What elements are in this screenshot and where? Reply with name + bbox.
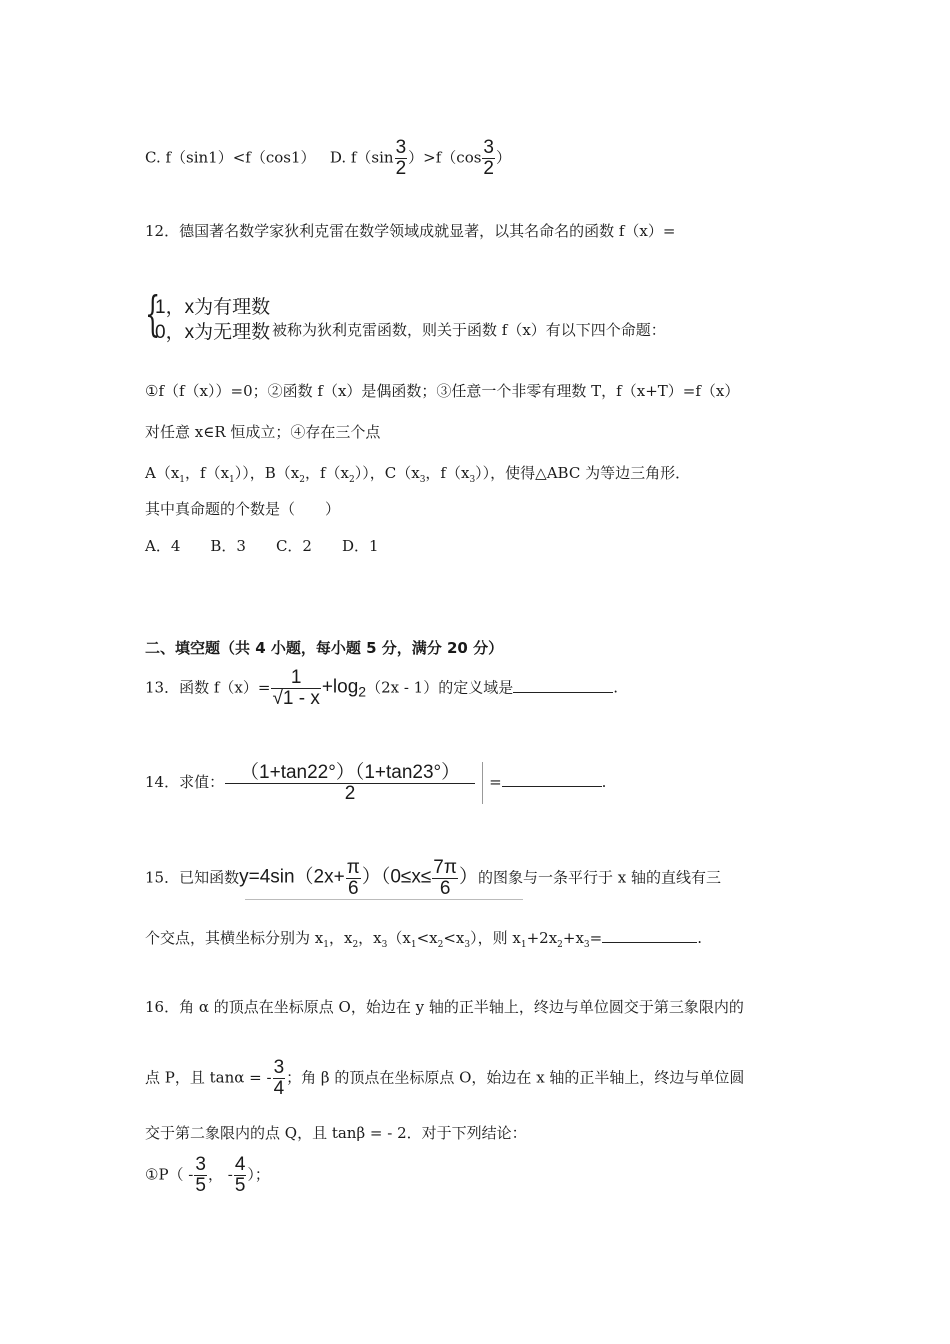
- q11-option-d-mid: ）>f（cos: [408, 148, 482, 167]
- q12-question: 其中真命题的个数是（ ）: [145, 500, 341, 518]
- q11-option-c: C. f（sin1）<f（cos1）: [145, 148, 316, 167]
- q13-line: 13．函数 f（x）= $\frac{1}{√1 - x}$ $+\log_2(2x - 1)$的定义域是 .: [145, 667, 619, 709]
- piecewise-case-rational: 1，x为有理数: [155, 297, 271, 318]
- q13-log-base: 2: [358, 683, 367, 700]
- dirichlet-piecewise: [145, 286, 275, 343]
- q16-fraction-3-4: $\frac{3}{4}$: [273, 1057, 285, 1099]
- q15-line-2: 个交点，其横坐标分别为 $x_1$，$x_2$，$x_3(x_1<x_2<x_3)$，则 $x_1+2x_2+x_3=$ .: [145, 929, 703, 950]
- divider: [482, 762, 483, 804]
- q13-log: +log: [321, 676, 359, 698]
- fraction-three-halves-2: $\frac{3}{2}$: [483, 137, 494, 179]
- q15-line-1: [145, 858, 721, 899]
- q15-formula-part-a: y=4sin（2x+: [239, 866, 345, 888]
- q12-stem-2: 被称为狄利克雷函数，则关于函数 f（x）有以下四个命题：: [272, 321, 666, 339]
- q15-fraction-pi-6: $\frac{\pi}{6}$: [346, 857, 360, 899]
- q16-line-2: 点 P，且 tanα = - $\frac{3}{4}$ ；角 β 的顶点在坐标原点 O，始边在 x 轴的正半轴上，终边与单位圆: [145, 1057, 745, 1099]
- q16-line-1: 16．角 α 的顶点在坐标原点 O，始边在 y 轴的正半轴上，终边与单位圆交于第三象限内的: [145, 998, 744, 1016]
- q13-fraction: $\frac{1}{√1 - x}$: [272, 667, 320, 709]
- q15-formula-part-b: ）（0≤x≤: [361, 866, 432, 888]
- q16-line-3: 交于第二象限内的点 Q，且 tanβ = - 2．对于下列结论：: [145, 1124, 527, 1142]
- q14-line: 14．求值： $\frac{(1+\tan 22^\circ)(1+\tan 23^\circ)}{2}$ = .: [145, 761, 607, 804]
- section-heading-fill-in: 二、填空题（共 4 小题，每小题 5 分，满分 20 分）: [145, 639, 504, 657]
- q13-suffix: （2x - 1）的定义域是: [366, 678, 514, 697]
- q15-fraction-7pi-6: $\frac{7\pi}{6}$: [433, 857, 457, 899]
- formula-underline: [245, 899, 523, 900]
- q15-suffix: 的图象与一条平行于 x 轴的直线有三: [477, 868, 721, 887]
- q16-fraction-3-5: $\frac{3}{5}$: [195, 1154, 206, 1196]
- q14-fraction: $\frac{(1+\tan 22^\circ)(1+\tan 23^\circ)}{2}$: [225, 763, 475, 804]
- q16-fraction-4-5: $\frac{4}{5}$: [234, 1154, 246, 1196]
- q12-propositions-1: ①f（f（x））=0；②函数 f（x）是偶函数；③任意一个非零有理数 T，f（x+T）=f（x）: [145, 382, 740, 400]
- q13-answer-blank[interactable]: [513, 678, 613, 693]
- q15-prefix: 15．已知函数: [145, 868, 240, 887]
- q14-answer-blank[interactable]: [502, 772, 602, 787]
- q12-propositions-3: $A(x_1$，$f(x_1)$），$B(x_2$，$f(x_2)$），$C(x_3$，$f(x_3)$），使得△ABC 为等边三角形．: [145, 464, 691, 485]
- piecewise-case-irrational: 0，x为无理数: [155, 322, 271, 343]
- q11-option-d-prefix: D. f（sin: [329, 148, 394, 167]
- q12-choices: A．4 B．3 C．2 D．1: [145, 537, 379, 555]
- q14-prefix: 14．求值：: [145, 773, 225, 791]
- q11-options-line: [145, 138, 511, 179]
- q12-propositions-2: 对任意 x∈R 恒成立；④存在三个点: [145, 423, 381, 441]
- q16-line-4: ①P（ - $\frac{3}{5}$ ， - $\frac{4}{5}$ ）；: [145, 1154, 270, 1196]
- q15-formula-part-c: ）: [458, 866, 478, 888]
- q11-option-d-end: ）: [496, 148, 512, 167]
- fraction-three-halves: $\frac{3}{2}$: [395, 137, 407, 179]
- q12-stem: 12．德国著名数学家狄利克雷在数学领域成就显著，以其名命名的函数 f（x）=: [145, 222, 676, 240]
- left-brace-icon: {: [145, 286, 161, 342]
- q15-answer-blank[interactable]: [602, 928, 697, 943]
- q13-prefix: 13．函数 f（x）=: [145, 678, 271, 697]
